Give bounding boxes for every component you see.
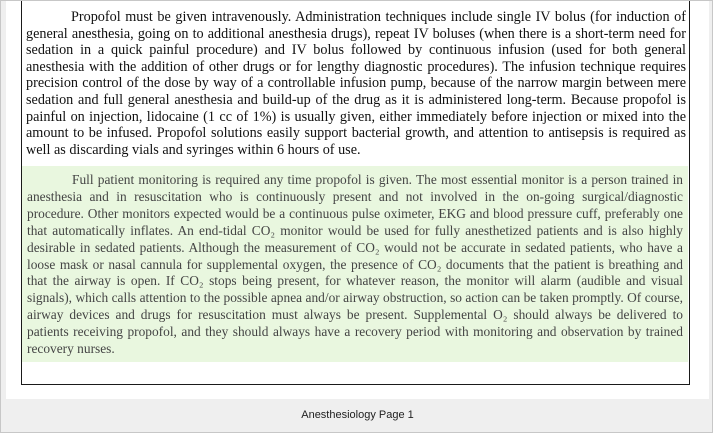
document-page [6,1,709,399]
page-footer-label: Anesthesiology Page 1 [301,409,414,421]
page-bottom-border [21,384,690,385]
propofol-administration-paragraph: Propofol must be given intravenously. Administration techniques include single IV bolus (for induction of general anesthesia, going on to additional anesthesia drugs), repeat IV boluses (when there is a short-term need for sedation in a quick painful procedure) and IV bolus followed by continuous infusion (used for both general anesthesia with the addition of other drugs or for lengthy diagnostic procedures). The infusion technique requires precision control of the dose by way of a controllable infusion pump, because of the narrow margin between mere sedation and full general anesthesia and build-up of the drug as it is administered long-term. Because propofol is painful on injection, lidocaine (1 cc of 1%) is usually given, either immediately before injection or mixed into the amount to be infused. Propofol solutions easily support bacterial growth, and attention to antisepsis is required as well as discarding vials and syringes within 6 hours of use. [26,9,686,158]
patient-monitoring-paragraph: Full patient monitoring is required any time propofol is given. The most essential monitor is a person trained in anesthesia and in resuscitation who is continuously present and not involved in the on-going surgical/diagnostic procedure. Other monitors expected would be a continuous pulse oximeter, EKG and blood pressure cuff, preferably one that automatically inflates. An end-tidal CO₂ monitor would be used for fully anesthetized patients and is also highly desirable in sedated patients. Although the measurement of CO₂ would not be accurate in sedated patients, who have a loose mask or nasal cannula for supplemental oxygen, the presence of CO₂ documents that the patient is breathing and that the airway is open. If CO₂ stops being present, for whatever reason, the monitor will alarm (audible and visual signals), which calls attention to the possible apnea and/or airway obstruction, so action can be taken promptly. Of course, airway devices and drugs for resuscitation must always be present. Supplemental O₂ should always be delivered to patients receiving propofol, and they should always have a recovery period with monitoring and observation by trained recovery nurses. [27,172,683,357]
page-right-border [689,1,690,385]
